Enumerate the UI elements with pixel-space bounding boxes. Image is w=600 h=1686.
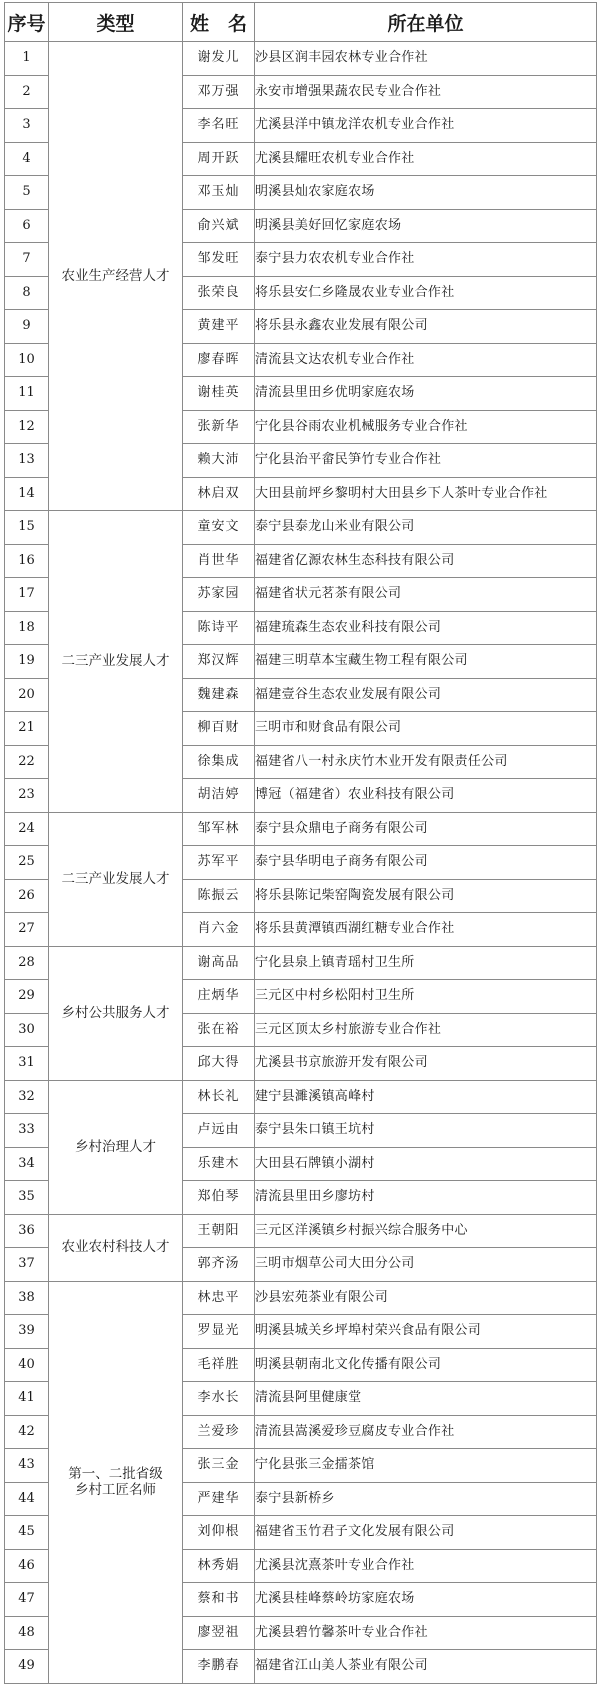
row-index: 20: [5, 678, 49, 712]
row-index: 12: [5, 410, 49, 444]
category-label: 第一、二批省级: [68, 1465, 163, 1482]
person-name: 刘仰根: [183, 1516, 255, 1550]
organization-name: 尤溪县书京旅游开发有限公司: [255, 1047, 597, 1081]
person-name: 林忠平: [183, 1281, 255, 1315]
organization-name: 永安市增强果蔬农民专业合作社: [255, 75, 597, 109]
row-index: 31: [5, 1047, 49, 1081]
organization-name: 尤溪县碧竹馨茶叶专业合作社: [255, 1616, 597, 1650]
organization-name: 泰宁县华明电子商务有限公司: [255, 846, 597, 880]
table-row: [5, 42, 597, 76]
organization-name: 清流县阿里健康堂: [255, 1382, 597, 1416]
row-index: 1: [5, 42, 49, 76]
row-index: 34: [5, 1147, 49, 1181]
organization-name: 泰宁县泰龙山米业有限公司: [255, 511, 597, 545]
row-index: 30: [5, 1013, 49, 1047]
person-name: 罗显光: [183, 1315, 255, 1349]
person-name: 张三金: [183, 1449, 255, 1483]
organization-name: 泰宁县众鼎电子商务有限公司: [255, 812, 597, 846]
row-index: 9: [5, 310, 49, 344]
row-index: 27: [5, 913, 49, 947]
person-name: 李鹏春: [183, 1650, 255, 1684]
person-name: 谢高品: [183, 946, 255, 980]
person-name: 林启双: [183, 477, 255, 511]
organization-name: 三元区中村乡松阳村卫生所: [255, 980, 597, 1014]
person-name: 黄建平: [183, 310, 255, 344]
header-unit: 所在单位: [255, 3, 597, 42]
organization-name: 将乐县永鑫农业发展有限公司: [255, 310, 597, 344]
organization-name: 大田县石牌镇小湖村: [255, 1147, 597, 1181]
organization-name: 清流县里田乡廖坊村: [255, 1181, 597, 1215]
organization-name: 建宁县濉溪镇高峰村: [255, 1080, 597, 1114]
person-name: 肖世华: [183, 544, 255, 578]
table-row: [5, 511, 597, 545]
organization-name: 福建省八一村永庆竹木业开发有限责任公司: [255, 745, 597, 779]
row-index: 21: [5, 712, 49, 746]
person-name: 苏军平: [183, 846, 255, 880]
organization-name: 明溪县朝南北文化传播有限公司: [255, 1348, 597, 1382]
person-name: 柳百财: [183, 712, 255, 746]
person-name: 陈振云: [183, 879, 255, 913]
organization-name: 将乐县陈记柴窑陶瓷发展有限公司: [255, 879, 597, 913]
row-index: 49: [5, 1650, 49, 1684]
row-index: 7: [5, 243, 49, 277]
row-index: 39: [5, 1315, 49, 1349]
table-row: [5, 1080, 597, 1114]
organization-name: 福建三明草本宝藏生物工程有限公司: [255, 645, 597, 679]
organization-name: 三明市和财食品有限公司: [255, 712, 597, 746]
person-name: 乐建木: [183, 1147, 255, 1181]
row-index: 29: [5, 980, 49, 1014]
header-name: 姓 名: [183, 3, 255, 42]
person-name: 邱大得: [183, 1047, 255, 1081]
person-name: 邹发旺: [183, 243, 255, 277]
person-name: 周开跃: [183, 142, 255, 176]
person-name: 张在裕: [183, 1013, 255, 1047]
category-cell: [49, 1214, 183, 1281]
row-index: 25: [5, 846, 49, 880]
category-cell: [49, 812, 183, 946]
person-name: 童安文: [183, 511, 255, 545]
row-index: 46: [5, 1549, 49, 1583]
organization-name: 明溪县美好回忆家庭农场: [255, 209, 597, 243]
row-index: 16: [5, 544, 49, 578]
person-name: 肖六金: [183, 913, 255, 947]
person-name: 谢桂英: [183, 377, 255, 411]
organization-name: 明溪县城关乡坪埠村荣兴食品有限公司: [255, 1315, 597, 1349]
row-index: 22: [5, 745, 49, 779]
organization-name: 宁化县谷雨农业机械服务专业合作社: [255, 410, 597, 444]
organization-name: 尤溪县沈熹茶叶专业合作社: [255, 1549, 597, 1583]
organization-name: 宁化县张三金擂茶馆: [255, 1449, 597, 1483]
category-label: 农业生产经营人才: [61, 267, 170, 284]
row-index: 11: [5, 377, 49, 411]
row-index: 14: [5, 477, 49, 511]
category-cell: [49, 511, 183, 813]
row-index: 41: [5, 1382, 49, 1416]
category-label: 乡村公共服务人才: [61, 1004, 170, 1021]
organization-name: 清流县文达农机专业合作社: [255, 343, 597, 377]
organization-name: 三元区顶太乡村旅游专业合作社: [255, 1013, 597, 1047]
row-index: 17: [5, 578, 49, 612]
organization-name: 将乐县黄潭镇西湖红糖专业合作社: [255, 913, 597, 947]
row-index: 48: [5, 1616, 49, 1650]
person-name: 苏家园: [183, 578, 255, 612]
row-index: 2: [5, 75, 49, 109]
organization-name: 沙县宏苑茶业有限公司: [255, 1281, 597, 1315]
organization-name: 福建壹谷生态农业发展有限公司: [255, 678, 597, 712]
row-index: 38: [5, 1281, 49, 1315]
person-name: 赖大沛: [183, 444, 255, 478]
row-index: 44: [5, 1482, 49, 1516]
organization-name: 福建省玉竹君子文化发展有限公司: [255, 1516, 597, 1550]
person-name: 王朝阳: [183, 1214, 255, 1248]
category-label: 乡村工匠名师: [75, 1482, 156, 1498]
organization-name: 福建省江山美人茶业有限公司: [255, 1650, 597, 1684]
organization-name: 三明市烟草公司大田分公司: [255, 1248, 597, 1282]
person-name: 林秀娟: [183, 1549, 255, 1583]
organization-name: 尤溪县耀旺农机专业合作社: [255, 142, 597, 176]
person-name: 卢远由: [183, 1114, 255, 1148]
header-index: 序号: [5, 3, 49, 42]
category-label: 二三产业发展人才: [61, 870, 170, 887]
row-index: 19: [5, 645, 49, 679]
row-index: 45: [5, 1516, 49, 1550]
row-index: 5: [5, 176, 49, 210]
row-index: 35: [5, 1181, 49, 1215]
organization-name: 大田县前坪乡黎明村大田县乡下人茶叶专业合作社: [255, 477, 597, 511]
person-name: 谢发儿: [183, 42, 255, 76]
organization-name: 清流县嵩溪爱珍豆腐皮专业合作社: [255, 1415, 597, 1449]
person-name: 邓万强: [183, 75, 255, 109]
organization-name: 尤溪县桂峰蔡岭坊家庭农场: [255, 1583, 597, 1617]
row-index: 26: [5, 879, 49, 913]
person-name: 张新华: [183, 410, 255, 444]
person-name: 陈诗平: [183, 611, 255, 645]
row-index: 47: [5, 1583, 49, 1617]
person-name: 郑汉辉: [183, 645, 255, 679]
row-index: 37: [5, 1248, 49, 1282]
table-body: [5, 42, 597, 1684]
organization-name: 博冠（福建省）农业科技有限公司: [255, 779, 597, 813]
person-name: 廖翌祖: [183, 1616, 255, 1650]
person-name: 严建华: [183, 1482, 255, 1516]
organization-name: 泰宁县新桥乡: [255, 1482, 597, 1516]
organization-name: 尤溪县洋中镇龙洋农机专业合作社: [255, 109, 597, 143]
person-name: 蔡和书: [183, 1583, 255, 1617]
row-index: 6: [5, 209, 49, 243]
person-name: 魏建森: [183, 678, 255, 712]
person-name: 毛祥胜: [183, 1348, 255, 1382]
row-index: 24: [5, 812, 49, 846]
person-name: 庄炳华: [183, 980, 255, 1014]
row-index: 28: [5, 946, 49, 980]
person-name: 李水长: [183, 1382, 255, 1416]
person-name: 张荣良: [183, 276, 255, 310]
person-name: 郭齐汤: [183, 1248, 255, 1282]
row-index: 42: [5, 1415, 49, 1449]
category-cell: [49, 946, 183, 1080]
category-label: 二三产业发展人才: [61, 653, 170, 670]
person-name: 邓玉灿: [183, 176, 255, 210]
person-name: 邹军林: [183, 812, 255, 846]
person-name: 廖春晖: [183, 343, 255, 377]
header-category: 类型: [49, 3, 183, 42]
organization-name: 宁化县泉上镇青瑶村卫生所: [255, 946, 597, 980]
row-index: 36: [5, 1214, 49, 1248]
table-row: [5, 1214, 597, 1248]
row-index: 33: [5, 1114, 49, 1148]
table-row: [5, 812, 597, 846]
table-row: [5, 946, 597, 980]
organization-name: 沙县区润丰园农林专业合作社: [255, 42, 597, 76]
person-name: 兰爱珍: [183, 1415, 255, 1449]
category-label: 乡村治理人才: [75, 1138, 156, 1155]
organization-name: 泰宁县朱口镇王坑村: [255, 1114, 597, 1148]
person-name: 徐集成: [183, 745, 255, 779]
table-row: [5, 1281, 597, 1315]
organization-name: 福建琉森生态农业科技有限公司: [255, 611, 597, 645]
row-index: 15: [5, 511, 49, 545]
category-cell: [49, 1281, 183, 1683]
row-index: 3: [5, 109, 49, 143]
category-cell: [49, 1080, 183, 1214]
person-name: 林长礼: [183, 1080, 255, 1114]
organization-name: 将乐县安仁乡隆晟农业专业合作社: [255, 276, 597, 310]
organization-name: 泰宁县力农农机专业合作社: [255, 243, 597, 277]
row-index: 8: [5, 276, 49, 310]
row-index: 40: [5, 1348, 49, 1382]
row-index: 10: [5, 343, 49, 377]
organization-name: 清流县里田乡优明家庭农场: [255, 377, 597, 411]
organization-name: 三元区洋溪镇乡村振兴综合服务中心: [255, 1214, 597, 1248]
talent-roster-table: [4, 2, 597, 1684]
category-cell: [49, 42, 183, 511]
organization-name: 明溪县灿农家庭农场: [255, 176, 597, 210]
person-name: 胡洁婷: [183, 779, 255, 813]
table-header: [5, 3, 597, 42]
organization-name: 福建省亿源农林生态科技有限公司: [255, 544, 597, 578]
row-index: 23: [5, 779, 49, 813]
row-index: 43: [5, 1449, 49, 1483]
organization-name: 福建省状元茗茶有限公司: [255, 578, 597, 612]
row-index: 18: [5, 611, 49, 645]
category-label: 农业农村科技人才: [61, 1239, 170, 1256]
row-index: 13: [5, 444, 49, 478]
person-name: 李名旺: [183, 109, 255, 143]
row-index: 4: [5, 142, 49, 176]
organization-name: 宁化县治平畲民笋竹专业合作社: [255, 444, 597, 478]
person-name: 郑伯琴: [183, 1181, 255, 1215]
row-index: 32: [5, 1080, 49, 1114]
person-name: 俞兴斌: [183, 209, 255, 243]
header-row: [5, 3, 597, 42]
